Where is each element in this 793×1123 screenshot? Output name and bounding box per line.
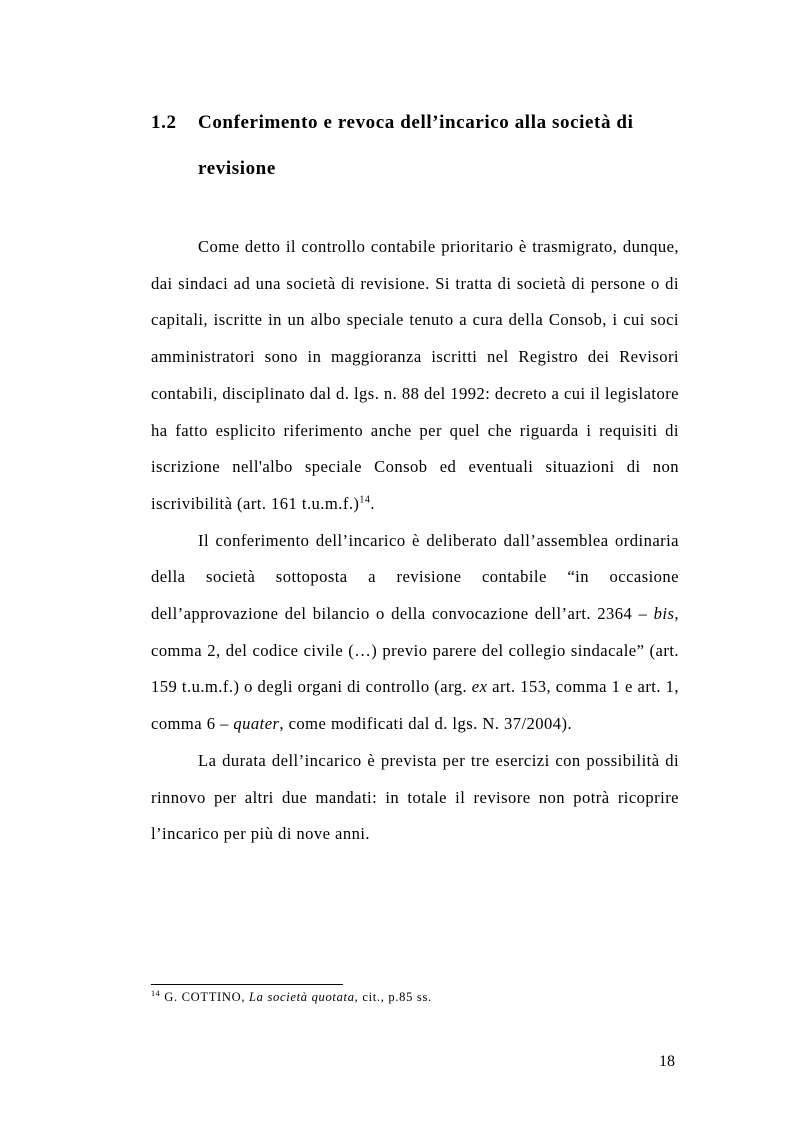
paragraph-1 bbox=[151, 229, 679, 523]
footnote-divider bbox=[151, 984, 343, 985]
footnote bbox=[151, 990, 432, 1005]
footnote-title: La società quotata, bbox=[249, 990, 359, 1004]
paragraph-2-part-c: , comma 2, del codice civile (…) previo parere del collegio sindacale” (art. 159 t.u.m.f.) o degli organi di controllo (arg. bbox=[151, 604, 679, 697]
body-text bbox=[151, 229, 679, 853]
paragraph-2-italic-bis: bis bbox=[653, 604, 675, 624]
section-number: 1.2 bbox=[151, 112, 177, 133]
paragraph-1-end: . bbox=[370, 493, 375, 513]
footnote-rest: cit., p.85 ss. bbox=[358, 990, 432, 1004]
paragraph-2-part-e: art. 153, comma 1 e art. 1, comma 6 – bbox=[151, 677, 679, 734]
paragraph-3-text: La durata dell’incarico è prevista per tre esercizi con possibilità di rinnovo per altri due mandati: in totale il revisore non potrà ricoprire l’incarico per più di nove anni. bbox=[151, 750, 679, 844]
paragraph-1-text: Come detto il controllo contabile prioritario è trasmigrato, dunque, dai sindaci ad una società di revisione. Si tratta di società di persone o di capitali, iscritte in un albo speciale tenuto a cura della Consob, i cui soci amministratori sono in maggioranza iscritti nel Registro dei Revisori contabili, disciplinato dal d. lgs. n. 88 del 1992: decreto a cui il legislatore ha fatto esplicito riferimento anche per quel che riguarda i requisiti di iscrizione nell'albo speciale Consob ed eventuali situazioni di non iscrivibilità (art. 161 t.u.m.f.) bbox=[151, 237, 679, 513]
section-title-line1: Conferimento e revoca dell’incarico alla società di bbox=[198, 112, 634, 133]
paragraph-2-italic-ex: ex bbox=[471, 677, 488, 697]
section-title-line2: revisione bbox=[198, 158, 276, 179]
paragraph-2-part-a: Il conferimento dell’incarico è deliberato dall’assemblea ordinaria della società sottoposta a revisione contabile “in occasione dell’approvazione del bilancio o della convocazione dell’art. 2364 – bbox=[151, 530, 679, 624]
paragraph-2-italic-quater: quater bbox=[233, 714, 280, 734]
footnote-reference: 14 bbox=[359, 494, 371, 506]
footnote-author: G. COTTINO, bbox=[160, 990, 250, 1004]
paragraph-3 bbox=[151, 743, 679, 853]
footnote-number: 14 bbox=[151, 988, 161, 998]
paragraph-2 bbox=[151, 523, 679, 743]
page-number: 18 bbox=[659, 1053, 675, 1070]
paragraph-2-part-g: , come modificati dal d. lgs. N. 37/2004). bbox=[279, 714, 573, 734]
